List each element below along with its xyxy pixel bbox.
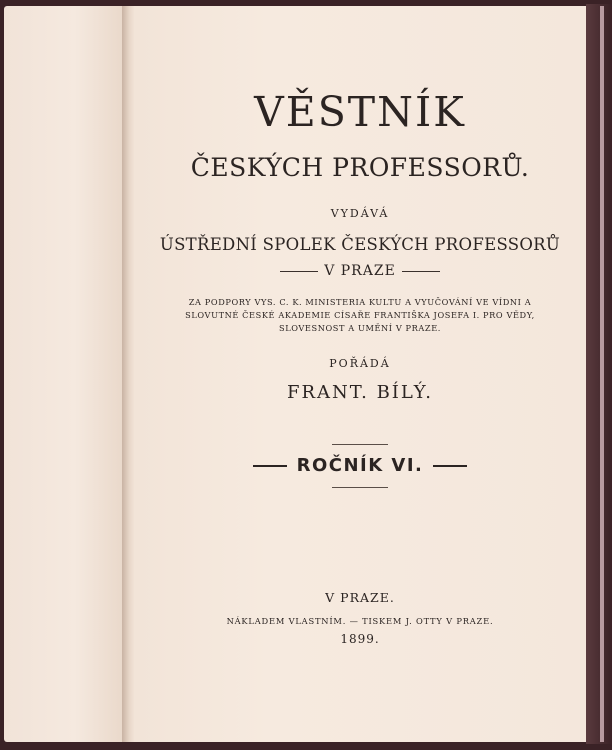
volume-dash-left <box>253 465 287 467</box>
book-cover-edge <box>586 4 612 744</box>
society-city-text: V PRAZE <box>324 263 396 279</box>
book-gutter <box>122 6 134 742</box>
volume-dash-right <box>433 465 467 467</box>
left-page <box>4 6 122 742</box>
society-name: ÚSTŘEDNÍ SPOLEK ČESKÝCH PROFESSORŮ <box>159 235 561 254</box>
divider-bottom <box>332 487 388 488</box>
imprint-publisher: NÁKLADEM VLASTNÍM. — TISKEM J. OTTY V PRAZE. <box>226 616 494 626</box>
title-page <box>134 6 586 742</box>
society-city <box>134 263 586 279</box>
editor-name: FRANT. BÍLÝ. <box>286 382 434 403</box>
imprint-year: 1899. <box>340 632 380 646</box>
publisher-label: VYDÁVÁ <box>330 207 390 220</box>
dash-left <box>280 271 318 272</box>
journal-title: VĚSTNÍK <box>254 88 466 136</box>
journal-subtitle: ČESKÝCH PROFESSORŮ. <box>190 153 530 182</box>
support-line-2: SLOVUTNÉ ČESKÉ AKADEMIE CÍSAŘE FRANTIŠKA JOSEFA I. PRO VĚDY, <box>185 310 535 320</box>
dash-right <box>402 271 440 272</box>
volume-text: ROČNÍK VI. <box>296 455 424 476</box>
volume-line <box>134 455 586 476</box>
support-line-1: ZA PODPORY VYS. C. K. MINISTERIA KULTU A VYUČOVÁNÍ VE VÍDNI A <box>188 297 532 307</box>
page-edge-stack <box>600 6 604 742</box>
imprint-city: V PRAZE. <box>325 590 395 605</box>
support-line-3: SLOVESNOST A UMĚNÍ V PRAZE. <box>278 323 441 333</box>
divider-top <box>332 444 388 445</box>
editor-label: POŘÁDÁ <box>329 357 391 370</box>
